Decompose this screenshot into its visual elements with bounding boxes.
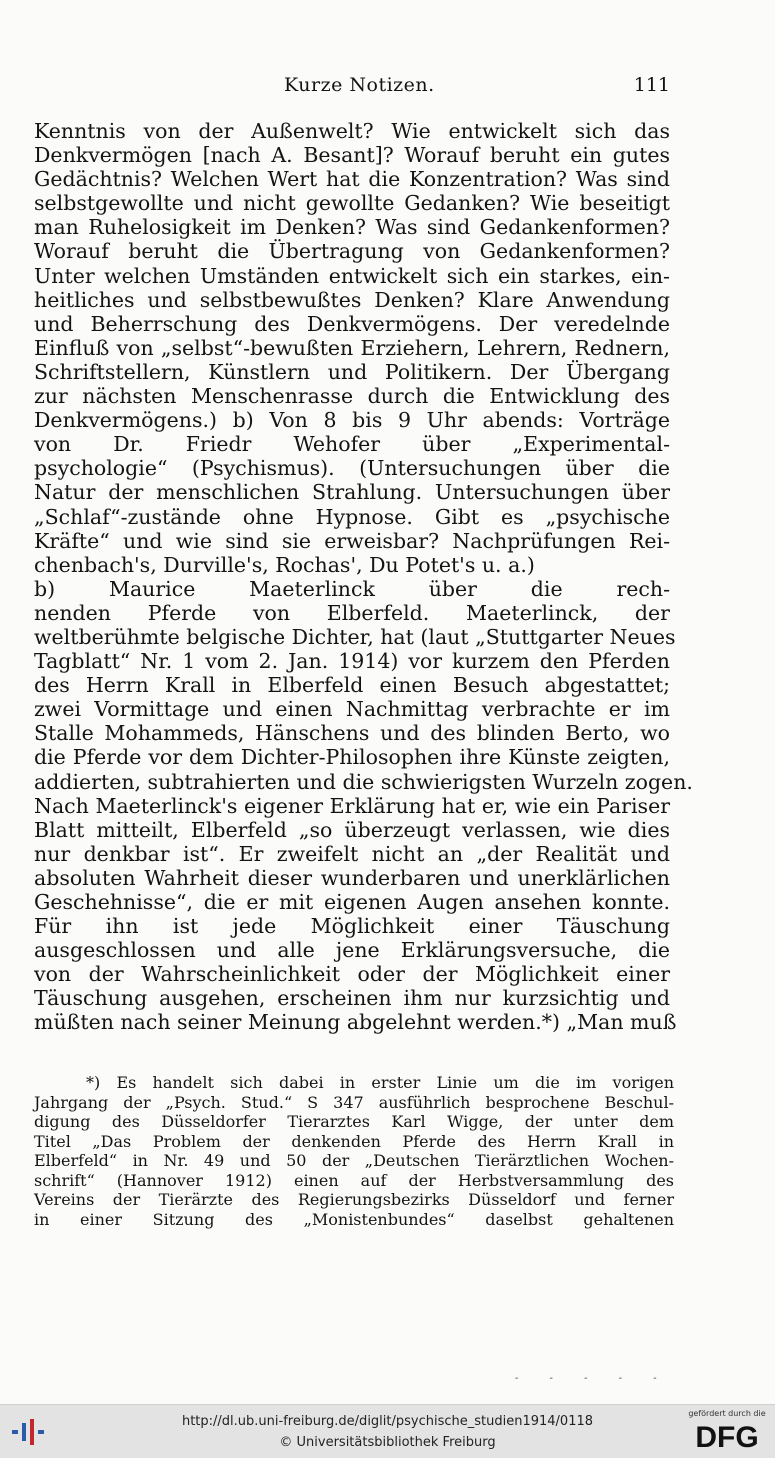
text-line: von Dr. Friedr Wehofer über „Experimental- (34, 432, 670, 457)
text-line: absoluten Wahrheit dieser wunderbaren und unerklärlichen (34, 865, 670, 890)
footnote-line: Elberfeld“ in Nr. 49 und 50 der „Deutschen Tierärztlichen Wochen- (34, 1151, 674, 1170)
text-line: Stalle Mohammeds, Hänschens und des blinden Berto, wo (34, 721, 670, 746)
text-line: heitliches und selbstbewußtes Denken? Klare Anwendung (34, 287, 670, 312)
dfg-funding (687, 1409, 767, 1455)
text-line: Nach Maeterlinck's eigener Erklärung hat er, wie ein Pariser (34, 793, 670, 818)
text-line: zur nächsten Menschenrasse durch die Entwicklung des (34, 384, 670, 409)
text-line: Blatt mitteilt, Elberfeld „so überzeugt verlassen, wie dies (34, 817, 670, 842)
text-line: b) Maurice Maeterlinck über die rech- (34, 576, 670, 601)
text-line: selbstgewollte und nicht gewollte Gedanken? Wie beseitigt (34, 191, 670, 216)
text-line: nenden Pferde von Elberfeld. Maeterlinck, der (34, 600, 670, 625)
footnote-line: Jahrgang der „Psych. Stud.“ S 347 ausführlich besprochene Beschul- (34, 1092, 674, 1112)
footnote-line: in einer Sitzung des „Monistenbundes“ daselbst gehaltenen (34, 1209, 674, 1229)
text-line: ausgeschlossen und alle jene Erklärungsversuche, die (34, 938, 670, 963)
text-line: Tagblatt“ Nr. 1 vom 2. Jan. 1914) vor kurzem den Pferden (34, 649, 670, 674)
text-line: Kräfte“ und wie sind sie erweisbar? Nachprüfungen Rei- (34, 528, 670, 553)
text-line: Kenntnis von der Außenwelt? Wie entwickelt sich das (34, 119, 670, 143)
text-line: Unter welchen Umständen entwickelt sich ein starkes, ein- (34, 263, 670, 288)
footnote-line: *) Es handelt sich dabei in erster Linie um die im vorigen (86, 1073, 674, 1092)
text-line: Gedächtnis? Welchen Wert hat die Konzentration? Was sind (34, 167, 670, 192)
footnote-line: schrift“ (Hannover 1912) einen auf der Herbstversammlung des (34, 1170, 674, 1190)
text-line: „Schlaf“-zustände ohne Hypnose. Gibt es „psychische (34, 504, 670, 529)
text-line: Denkvermögens.) b) Von 8 bis 9 Uhr abends: Vorträge (34, 408, 670, 433)
body-text (34, 119, 693, 1035)
viewer-footer (0, 1404, 775, 1458)
bottom-marks: - - - - - (515, 1373, 671, 1384)
page-number: 111 (633, 74, 670, 96)
text-line: Natur der menschlichen Strahlung. Untersuchungen über (34, 480, 670, 505)
text-line: chenbach's, Durville's, Rochas', Du Potet's u. a.) (34, 552, 535, 577)
text-line: Worauf beruht die Übertragung von Gedankenformen? (34, 239, 670, 264)
text-line: Für ihn ist jede Möglichkeit einer Täuschung (34, 914, 670, 939)
text-line: Schriftstellern, Künstlern und Politikern. Der Übergang (34, 359, 670, 384)
footnote-line: Titel „Das Problem der denkenden Pferde des Herrn Krall in (34, 1131, 674, 1151)
text-line: psychologie“ (Psychismus). (Untersuchungen über die (34, 456, 670, 481)
permalink-url[interactable]: http://dl.ub.uni-freiburg.de/diglit/psychische_studien1914/0118 (181, 1414, 594, 1429)
text-line: müßten nach seiner Meinung abgelehnt werden.*) „Man muß (34, 1010, 677, 1035)
footnote-line: Vereins der Tierärzte des Regierungsbezirks Düsseldorf und ferner (34, 1190, 674, 1209)
footnotes (34, 1073, 674, 1229)
text-line: zwei Vormittage und einen Nachmittag verbrachte er im (34, 697, 670, 722)
footnote-line: digung des Düsseldorfer Tierarztes Karl Wigge, der unter dem (34, 1112, 674, 1131)
text-line: die Pferde vor dem Dichter-Philosophen ihre Künste zeigten, (34, 745, 670, 770)
text-line: nur denkbar ist“. Er zweifelt nicht an „der Realität und (34, 841, 670, 866)
text-line: Täuschung ausgehen, erscheinen ihm nur kurzsichtig und (34, 986, 670, 1011)
running-head (34, 74, 670, 102)
text-line: des Herrn Krall in Elberfeld einen Besuch abgestattet; (34, 673, 670, 698)
copyright-notice: © Universitätsbibliothek Freiburg (279, 1435, 496, 1450)
dfg-logo-icon[interactable] (692, 1421, 762, 1451)
text-line: Denkvermögen [nach A. Besant]? Worauf beruht ein gutes (34, 143, 670, 168)
text-line: addierten, subtrahierten und die schwierigsten Wurzeln zogen. (34, 769, 693, 794)
section-title: Kurze Notizen. (284, 74, 435, 96)
text-line: Einfluß von „selbst“-bewußten Erziehern, Lehrern, Rednern, (34, 335, 670, 360)
funded-by-label: gefördert durch die (688, 1409, 766, 1418)
text-line: von der Wahrscheinlichkeit oder der Möglichkeit einer (34, 962, 670, 987)
dfg-logo-text: DFG (695, 1421, 759, 1451)
text-line: und Beherrschung des Denkvermögens. Der veredelnde (34, 311, 670, 336)
text-line: man Ruhelosigkeit im Denken? Was sind Gedankenformen? (34, 215, 670, 240)
text-line: Geschehnisse“, die er mit eigenen Augen ansehen konnte. (34, 890, 670, 914)
text-line: weltberühmte belgische Dichter, hat (laut „Stuttgarter Neues (34, 624, 676, 649)
